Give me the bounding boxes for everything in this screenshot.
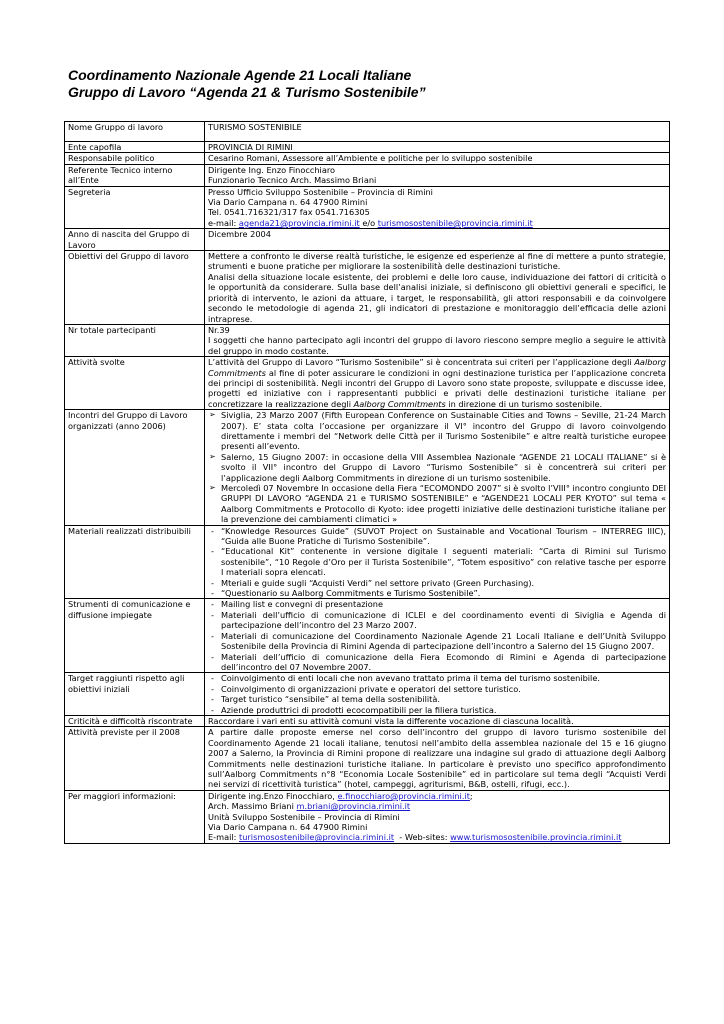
strumenti-list	[208, 599, 666, 672]
label-politico: Responsabile politico	[65, 153, 205, 164]
row-politico	[65, 153, 670, 164]
row-nome	[65, 122, 670, 142]
segreteria-email-link-1[interactable]: agenda21@provincia.rimini.it	[238, 217, 360, 228]
materiali-item: - “Educational Kit” contenente in versione digitale I seguenti materiali: “Carta di Rimini sul Turismo sostenibile”, “10 Regole d’Oro per il Turista Sostenibile”, “Totem espositivo” con relative tasche per esporre I materiali sopra elencati.	[208, 546, 666, 577]
segreteria-email-line	[208, 218, 666, 228]
row-incontri	[65, 410, 670, 525]
label-obiettivi: Obiettivi del Gruppo di lavoro	[65, 251, 205, 325]
info-website-link[interactable]: www.turismosostenibile.provincia.rimini.it	[450, 832, 622, 843]
strumenti-item: - Materiali dell’ufficio di comunicazione di ICLEI e del coordinamento eventi di Siviglia e Agenda di partecipazione dell’incontro del 23 Marzo 2007.	[208, 610, 666, 631]
label-attivita: Attività svolte	[65, 357, 205, 410]
label-referente: Referente Tecnico interno all’Ente	[65, 164, 205, 186]
document-header	[68, 67, 668, 101]
strumenti-item: - Materiali dell’ufficio di comunicazione della Fiera Ecomondo di Rimini e Agenda di partecipazione dell’incontro del 07 Novembre 2007.	[208, 652, 666, 673]
referente-line-2: Funzionario Tecnico Arch. Massimo Briani	[208, 175, 377, 186]
value-criticita: Raccordare i vari enti su attività comuni vista la differente vocazione di ciascuna località.	[205, 715, 670, 726]
info-email-turismo-link[interactable]: turismosostenibile@provincia.rimini.it	[239, 832, 395, 843]
info-email-prefix: E-mail:	[208, 832, 240, 843]
obiettivi-paragraph-2: Analisi della situazione locale esistente, dei problemi e delle loro cause, individuazione dei fattori di criticità o le opportunità da considerare. Sulla base dell’analisi iniziale, si definiscono gli obiettivi generali e specifici, le priorità di intervento, le azioni da attuare, i target, le responsabilità, gli attori responsabili e da coinvolgere secondo le metodologie di agenda 21, gli indicatori di prestazione e monitoraggio dell’efficacia delle azioni intraprese.	[208, 271, 666, 324]
target-list	[208, 673, 666, 715]
segreteria-email-link-2[interactable]: turismosostenibile@provincia.rimini.it	[377, 217, 533, 228]
value-capofila: PROVINCIA DI RIMINI	[205, 142, 670, 153]
info-line-4: Via Dario Campana n. 64 47900 Rimini	[208, 822, 368, 832]
incontri-item: ➢ Salerno, 15 Giugno 2007: in occasione della VIII Assemblea Nazionale “AGENDE 21 LOCALI ITALIANE” si è svolto il VII° incontro del Gruppo di Lavoro “Turismo Sostenibile” si è concentrerà sui criteri per l’applicazione degli Aalborg Commitments in direzione di un turismo sostenibile.	[208, 452, 666, 483]
segreteria-line-2: Via Dario Campana n. 64 47900 Rimini	[208, 197, 368, 208]
info-line-1-end: ;	[469, 790, 473, 801]
value-segreteria	[205, 186, 670, 229]
target-item: - Target turistico “sensibile” al tema della sostenibilità.	[208, 694, 666, 704]
target-item: - Aziende produttrici di prodotti ecocompatibili per la filiera turistica.	[208, 705, 666, 715]
materiali-item: - “Knowledge Resources Guide” (SUVOT Project on Sustainable and Vocational Tourism – INTERREG IIIC), “Guida alle Buone Pratiche di Turismo Sostenibile”.	[208, 526, 666, 547]
value-partecipanti	[205, 324, 670, 356]
row-criticita	[65, 715, 670, 726]
materiali-item: - “Questionario su Aalborg Commitments e Turismo Sostenibile”.	[208, 588, 666, 598]
incontri-list	[208, 410, 666, 524]
strumenti-item: - Materiali di comunicazione del Coordinamento Nazionale Agende 21 Locali Italiane e dell’Unità Sviluppo Sostenibile della Provincia di Rimini Agenda di partecipazione dell’incontro a Salerno del 15 Giugno 2007.	[208, 631, 666, 652]
value-target	[205, 673, 670, 716]
referente-line-1: Dirigente Ing. Enzo Finocchiaro	[208, 164, 336, 175]
attivita-italic-2: Aalborg Commitments	[353, 398, 446, 409]
value-obiettivi	[205, 251, 670, 325]
row-target	[65, 673, 670, 716]
incontri-item: ➢ Siviglia, 23 Marzo 2007 (Fifth European Conference on Sustainable Cities and Towns – Seville, 21-24 March 2007). E’ stata colta l’occasione per organizzare il VI° incontro del Gruppo di lavoro coinvolgendo direttamente i membri del “Network delle Città per il Turismo Sostenibile” e altre realtà turistiche europee presenti all’evento.	[208, 410, 666, 452]
info-line-3: Unità Sviluppo Sostenibile – Provincia di Rimini	[208, 811, 400, 822]
header-line-1: Coordinamento Nazionale Agende 21 Locali Italiane	[68, 67, 412, 83]
info-line-5	[208, 832, 666, 842]
info-line-2-text: Arch. Massimo Briani	[208, 801, 297, 812]
label-materiali: Materiali realizzati distribuibili	[65, 525, 205, 599]
attivita-italic-1: Aalborg Commitments	[208, 357, 666, 378]
header-line-2: Gruppo di Lavoro “Agenda 21 & Turismo Sostenibile”	[68, 84, 426, 100]
row-anno	[65, 229, 670, 251]
partecipanti-count: Nr.39	[208, 324, 230, 335]
materiali-list	[208, 526, 666, 599]
info-email-briani-link[interactable]: m.briani@provincia.rimini.it	[296, 801, 411, 812]
value-politico: Cesarino Romani, Assessore all’Ambiente e politiche per lo sviluppo sostenibile	[205, 153, 670, 164]
row-referente	[65, 164, 670, 186]
partecipanti-note: I soggetti che hanno partecipato agli incontri del gruppo di lavoro riescono sempre meglio a seguire le attività del gruppo in modo costante.	[208, 335, 666, 356]
info-web-prefix: - Web-sites:	[394, 832, 451, 843]
segreteria-line-1: Presso Ufficio Sviluppo Sostenibile – Provincia di Rimini	[208, 186, 433, 197]
info-line-1-text: Dirigente ing.Enzo Finocchiaro,	[208, 790, 338, 801]
label-incontri: Incontri del Gruppo di Lavoro organizzati (anno 2006)	[65, 410, 205, 525]
label-partecipanti: Nr totale partecipanti	[65, 324, 205, 356]
value-nome: TURISMO SOSTENIBILE	[205, 122, 670, 142]
row-segreteria	[65, 186, 670, 229]
value-anno: Dicembre 2004	[205, 229, 670, 251]
value-attivita	[205, 357, 670, 410]
value-incontri	[205, 410, 670, 525]
row-strumenti	[65, 599, 670, 673]
row-previste	[65, 727, 670, 790]
label-info: Per maggiori informazioni:	[65, 790, 205, 843]
segreteria-line-3: Tel. 0541.716321/317 fax 0541.716305	[208, 207, 370, 218]
value-strumenti	[205, 599, 670, 673]
row-capofila	[65, 142, 670, 153]
value-previste: A partire dalle proposte emerse nel corso dell’incontro del gruppo di lavoro turismo sostenibile del Coordinamento Agende 21 locali italiane, tenutosi nell’ambito della assemblea nazionale del 15 e 16 giugno 2007 a Salerno, la Provincia di Rimini propone di realizzare una indagine sul grado di attuazione degli Aalborg Commitments nelle destinazioni turistiche italiane. In particolare è previsto uno specifico approfondimento sull’Aalborg Commitments n°8 “Economia Locale Sostenibile” ed in particolare sul tema degli “Acquisti Verdi nei servizi di ricettività turistica” (hotel, campeggi, agriturismi, B&B, ostelli, rifugi, ecc.).	[205, 727, 670, 790]
info-line-1	[208, 791, 666, 801]
row-partecipanti	[65, 324, 670, 356]
label-nome: Nome Gruppo di lavoro	[65, 122, 205, 142]
label-capofila: Ente capofila	[65, 142, 205, 153]
attivita-text-1: L’attività del Gruppo di Lavoro “Turismo Sostenibile” si è concentrata sui criteri per l’applicazione degli	[208, 357, 635, 368]
group-info-table	[64, 121, 670, 844]
row-info	[65, 790, 670, 843]
info-line-2	[208, 801, 666, 811]
attivita-text-3: in direzione di un turismo sostenibile.	[445, 398, 603, 409]
segreteria-email-prefix: e-mail:	[208, 217, 239, 228]
label-strumenti: Strumenti di comunicazione e diffusione impiegate	[65, 599, 205, 673]
label-previste: Attività previste per il 2008	[65, 727, 205, 790]
target-item: - Coinvolgimento di organizzazioni private e operatori del settore turistico.	[208, 684, 666, 694]
value-materiali	[205, 525, 670, 599]
materiali-item: - Mteriali e guide sugli “Acquisti Verdi” nel settore privato (Green Purchasing).	[208, 578, 666, 588]
incontri-item: ➢ Mercoledì 07 Novembre In occasione della Fiera “ECOMONDO 2007” si è svolto l’VIII° incontro congiunto DEI GRUPPI DI LAVORO “AGENDA 21 e TURISMO SOSTENIBILE” e “AGENDE21 LOCALI PER KYOTO” sul tema « Aalborg Commitments e Protocollo di Kyoto: idee progetti iniziative delle destinazioni turistiche italiane per la prevenzione dei cambiamenti climatici »	[208, 483, 666, 525]
label-target: Target raggiunti rispetto agli obiettivi iniziali	[65, 673, 205, 716]
segreteria-email-separator: e/o	[359, 217, 378, 228]
label-anno: Anno di nascita del Gruppo di Lavoro	[65, 229, 205, 251]
label-segreteria: Segreteria	[65, 186, 205, 229]
target-item: - Coinvolgimento di enti locali che non avevano trattato prima il tema del turismo sostenibile.	[208, 673, 666, 683]
value-referente	[205, 164, 670, 186]
row-obiettivi	[65, 251, 670, 325]
label-criticita: Criticità e difficoltà riscontrate	[65, 715, 205, 726]
value-info	[205, 790, 670, 843]
row-materiali	[65, 525, 670, 599]
obiettivi-paragraph-1: Mettere a confronto le diverse realtà turistiche, le esigenze ed esperienze al fine di mettere a punto strategie, strumenti e buone pratiche per migliorare la sostenibilità delle destinazioni turistiche.	[208, 251, 666, 272]
info-email-finocchiaro-link[interactable]: e.finocchiaro@provincia.rimini.it	[337, 790, 470, 801]
attivita-text-2: al fine di poter assicurare le condizioni in ogni destinazione turistica per l’applicazione concreta dei principi di sostenibilità. Negli incontri del Gruppo di Lavoro sono state proposte, sviluppate e discusse idee, progetti ed iniziative con i rappresentanti pubblici e privati delle destinazioni turistiche italiane per concretizzare la realizzazione degli	[208, 367, 666, 409]
strumenti-item: - Mailing list e convegni di presentazione	[208, 599, 666, 609]
row-attivita	[65, 357, 670, 410]
